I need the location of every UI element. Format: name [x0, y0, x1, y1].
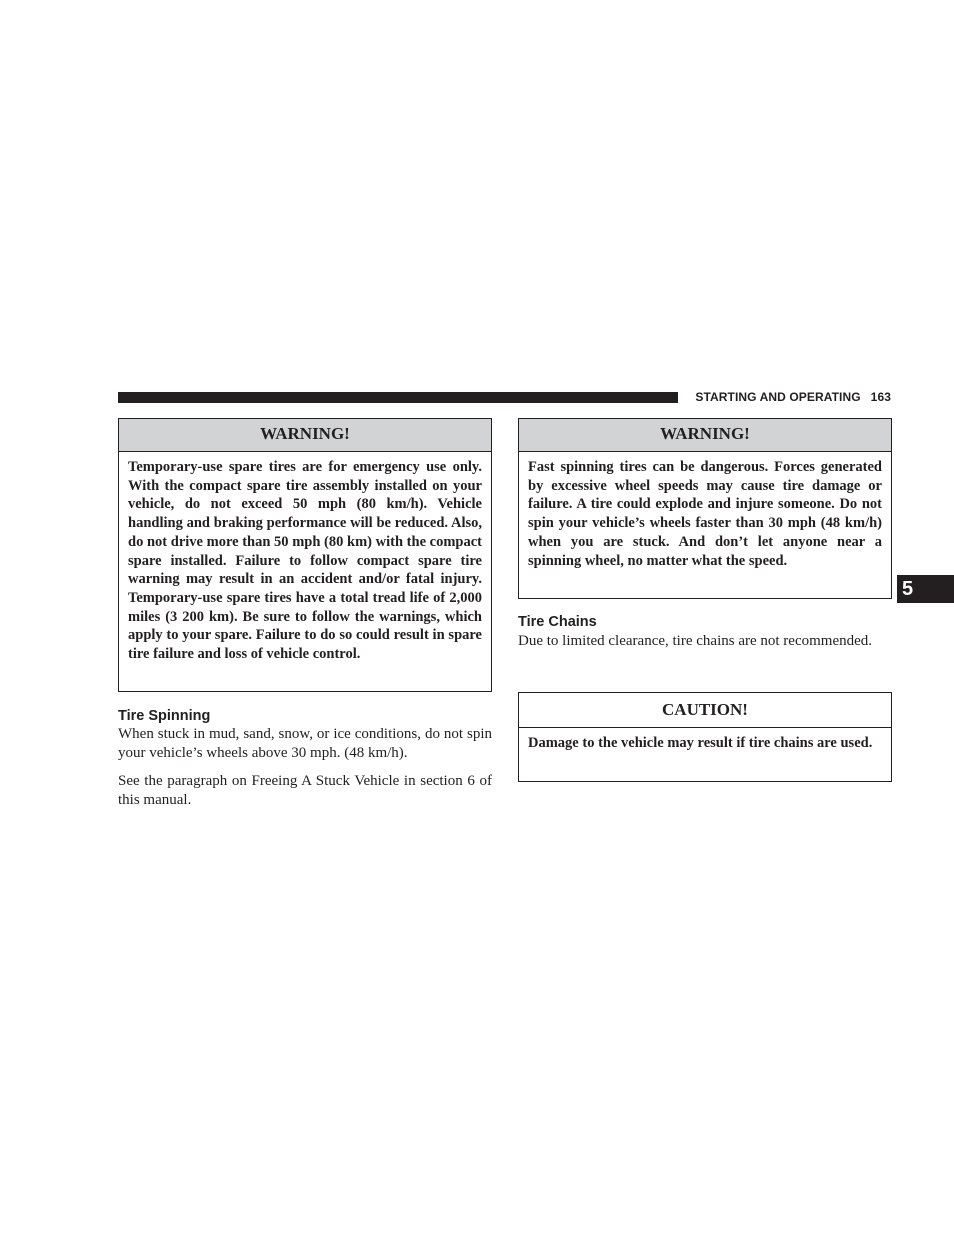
page-number: 163 — [870, 390, 891, 404]
warning-title: WARNING! — [519, 419, 891, 452]
tire-spinning-paragraph: When stuck in mud, sand, snow, or ice conditions, do not spin your vehicle’s wheels above 30 mph. (48 km/h). — [118, 726, 492, 761]
tire-chains-paragraph: Due to limited clearance, tire chains are not recommended. — [518, 633, 873, 649]
section-title: STARTING AND OPERATING — [695, 390, 861, 404]
tire-spinning-heading: Tire Spinning — [118, 708, 211, 724]
tire-chains-heading: Tire Chains — [518, 614, 597, 630]
spare-tire-warning-box — [118, 418, 492, 692]
running-header — [695, 390, 891, 404]
warning-title: WARNING! — [119, 419, 491, 452]
warning-body: Fast spinning tires can be dangerous. Forces generated by excessive wheel speeds may cause tire damage or failure. A tire could explode and injure someone. Do not spin your vehicle’s wheels faster than 30 mph (48 km/h) when you are stuck. And don’t let anyone near a spinning wheel, no matter what the speed. — [528, 459, 882, 569]
warning-body: Temporary-use spare tires are for emergency use only. With the compact spare tire assembly installed on your vehicle, do not exceed 50 mph (80 km/h). Vehicle handling and braking performance will be reduced. Also, do not drive more than 50 mph (80 km) with the compact spare installed. Failure to follow compact spare tire warning may result in an accident and/or fatal injury. Temporary-use spare tires have a total tread life of 2,000 miles (3 200 km). Be sure to follow the warnings, which apply to your spare. Failure to do so could result in spare tire failure and loss of vehicle control. — [128, 459, 482, 663]
header-rule — [118, 392, 678, 403]
caution-title: CAUTION! — [519, 693, 891, 728]
spinning-tires-warning-box — [518, 418, 892, 599]
tire-chains-caution-box — [518, 692, 892, 782]
freeing-stuck-vehicle-paragraph: See the paragraph on Freeing A Stuck Vehicle in section 6 of this manual. — [118, 773, 492, 808]
caution-body: Damage to the vehicle may result if tire chains are used. — [528, 735, 873, 751]
chapter-tab: 5 — [897, 575, 954, 603]
